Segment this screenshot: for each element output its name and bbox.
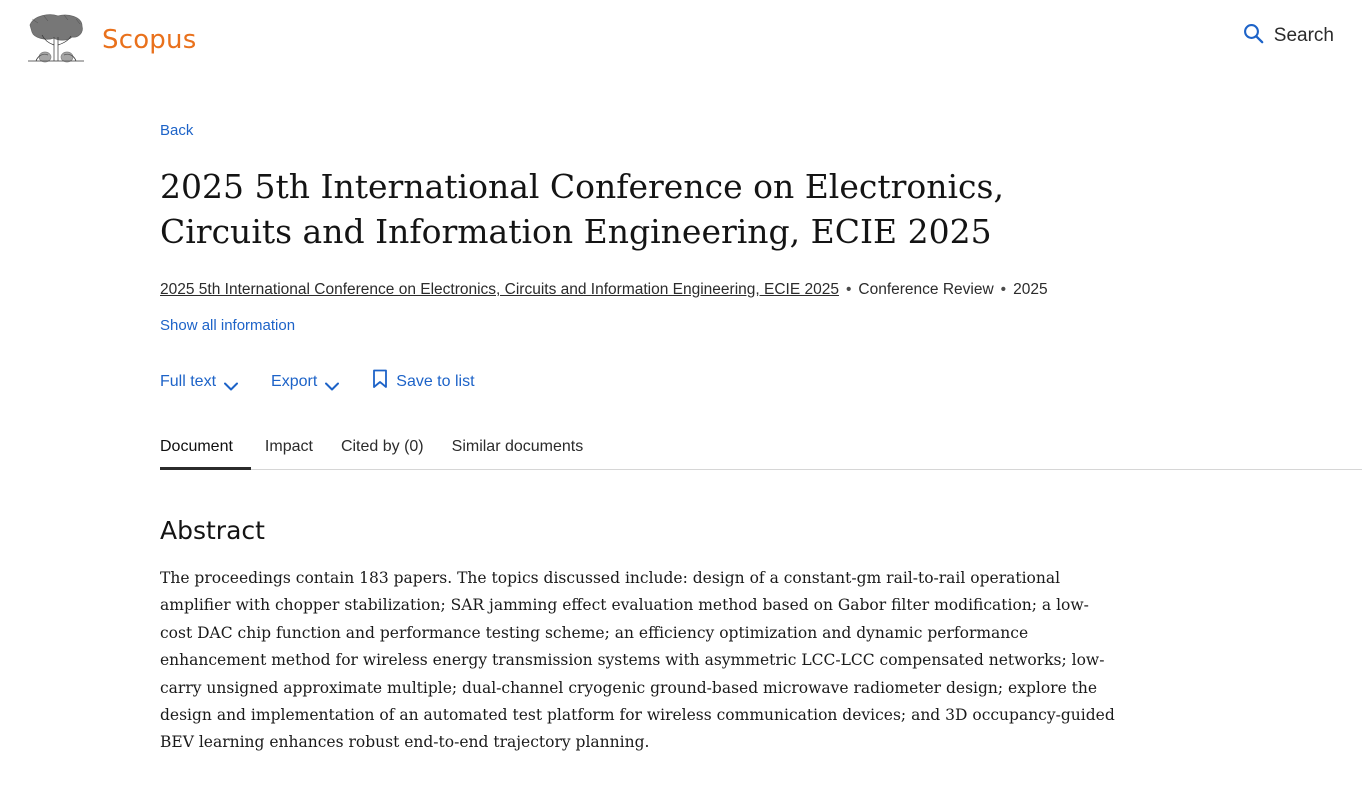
save-to-list-button[interactable] [372,369,474,394]
chevron-down-icon [325,378,338,386]
document-meta [160,276,1140,303]
tab-document[interactable]: Document [160,438,251,470]
tab-impact[interactable]: Impact [264,438,313,455]
page-title: 2025 5th International Conference on Electronics, Circuits and Information Engineering, ECIE 2025 [160,167,1004,251]
abstract-heading: Abstract [160,516,265,545]
search-button[interactable] [1242,22,1334,49]
export-button[interactable] [271,373,338,391]
meta-separator-1: • [845,281,852,298]
bookmark-icon [372,369,388,394]
full-text-button[interactable] [160,373,237,391]
save-to-list-label: Save to list [396,372,475,390]
main-content [0,80,1362,757]
brand-logo[interactable] [24,11,196,69]
tree-logo-icon [24,11,88,69]
full-text-label: Full text [160,372,217,390]
document-tabs [160,438,1362,470]
tab-similar-documents[interactable]: Similar documents [451,438,584,455]
brand-name: Scopus [102,25,197,55]
back-link[interactable]: Back [160,122,194,139]
abstract-text: The proceedings contain 183 papers. The topics discussed include: design of a constant-gm rail-to-rail operational amplifier with chopper stabilization; SAR jamming effect evaluation method based on Gabor filter modification; a low-cost DAC chip function and performance testing scheme; an efficiency optimization and dynamic performance enhancement method for wireless energy transmission systems with asymmetric LCC-LCC compensated networks; low-carry unsigned approximate multiple; dual-channel cryogenic ground-based microwave radiometer design; explore the design and implementation of an automated test platform for wireless communication devices; and 3D occupancy-guided BEV learning enhances robust end-to-end trajectory planning. [160,569,1115,752]
site-header [0,0,1362,80]
meta-separator-2: • [1000,281,1007,298]
search-icon [1242,22,1264,49]
search-label: Search [1273,24,1334,46]
source-title-link[interactable]: 2025 5th International Conference on Electronics, Circuits and Information Engineering, ECIE 2025 [160,281,839,298]
chevron-down-icon [224,378,237,386]
action-bar [160,369,1362,394]
tab-cited-by[interactable]: Cited by (0) [340,438,424,455]
document-type: Conference Review [858,281,994,298]
document-year: 2025 [1013,281,1048,298]
show-all-information-link[interactable]: Show all information [160,317,296,334]
export-label: Export [271,372,318,390]
